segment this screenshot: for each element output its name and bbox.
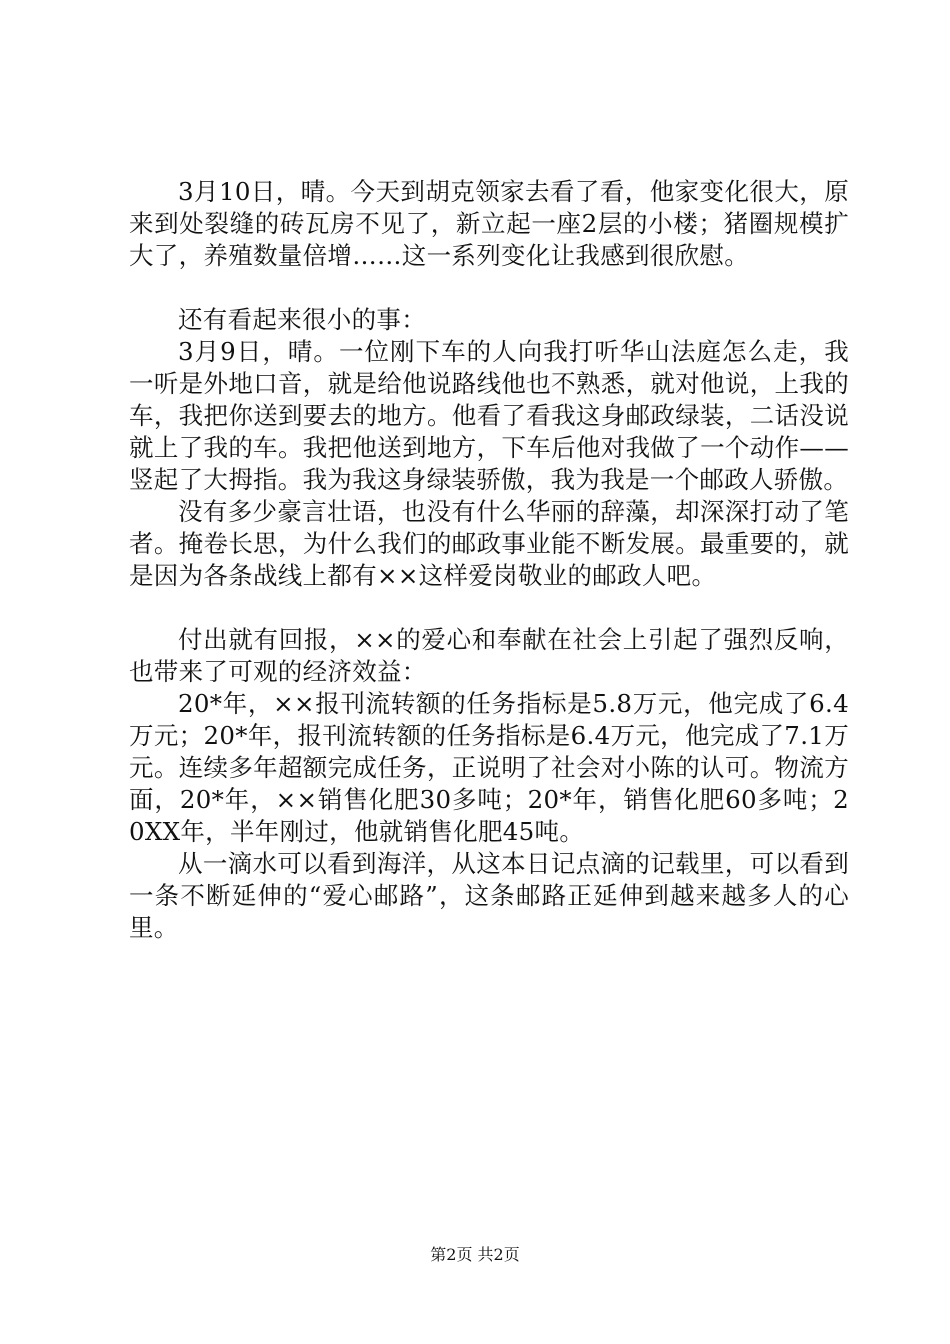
paragraph-author-reflection: 没有多少豪言壮语，也没有什么华丽的辞藻，却深深打动了笔者。掩卷长思，为什么我们的邮政事业能不断发展。最重要的，就是因为各条战线上都有××这样爱岗敬业的邮政人吧。 [129,497,849,590]
paragraph-spacer [129,592,849,624]
paragraph-spacer [129,272,849,304]
paragraph-rewards-intro: 付出就有回报，××的爱心和奉献在社会上引起了强烈反响，也带来了可观的经济效益： [129,625,849,686]
paragraph-small-things-intro: 还有看起来很小的事： [178,305,426,334]
document-body [129,176,849,944]
paragraph-conclusion: 从一滴水可以看到海洋，从这本日记点滴的记载里，可以看到一条不断延伸的“爱心邮路”，这条邮路正延伸到越来越多人的心里。 [129,849,849,942]
page-number-footer: 第2页 共2页 [430,1245,520,1264]
paragraph-ride-diary: 3月9日，晴。一位刚下车的人向我打听华山法庭怎么走，我一听是外地口音，就是给他说路线他也不熟悉，就对他说，上我的车，我把你送到要去的地方。他看了看我这身邮政绿装，二话没说就上了我的车。我把他送到地方，下车后他对我做了一个动作——竖起了大拇指。我为我这身绿装骄傲，我为我是一个邮政人骄傲。 [129,337,849,494]
paragraph-visit-diary: 3月10日，晴。今天到胡克领家去看了看，他家变化很大，原来到处裂缝的砖瓦房不见了，新立起一座2层的小楼；猪圈规模扩大了，养殖数量倍增……这一系列变化让我感到很欣慰。 [129,177,849,270]
paragraph-performance-figures: 20*年，××报刊流转额的任务指标是5.8万元，他完成了6.4万元；20*年，报刊流转额的任务指标是6.4万元，他完成了7.1万元。连续多年超额完成任务，正说明了社会对小陈的认可。物流方面，20*年，××销售化肥30多吨；20*年，销售化肥60多吨；20XX年，半年刚过，他就销售化肥45吨。 [129,689,849,846]
